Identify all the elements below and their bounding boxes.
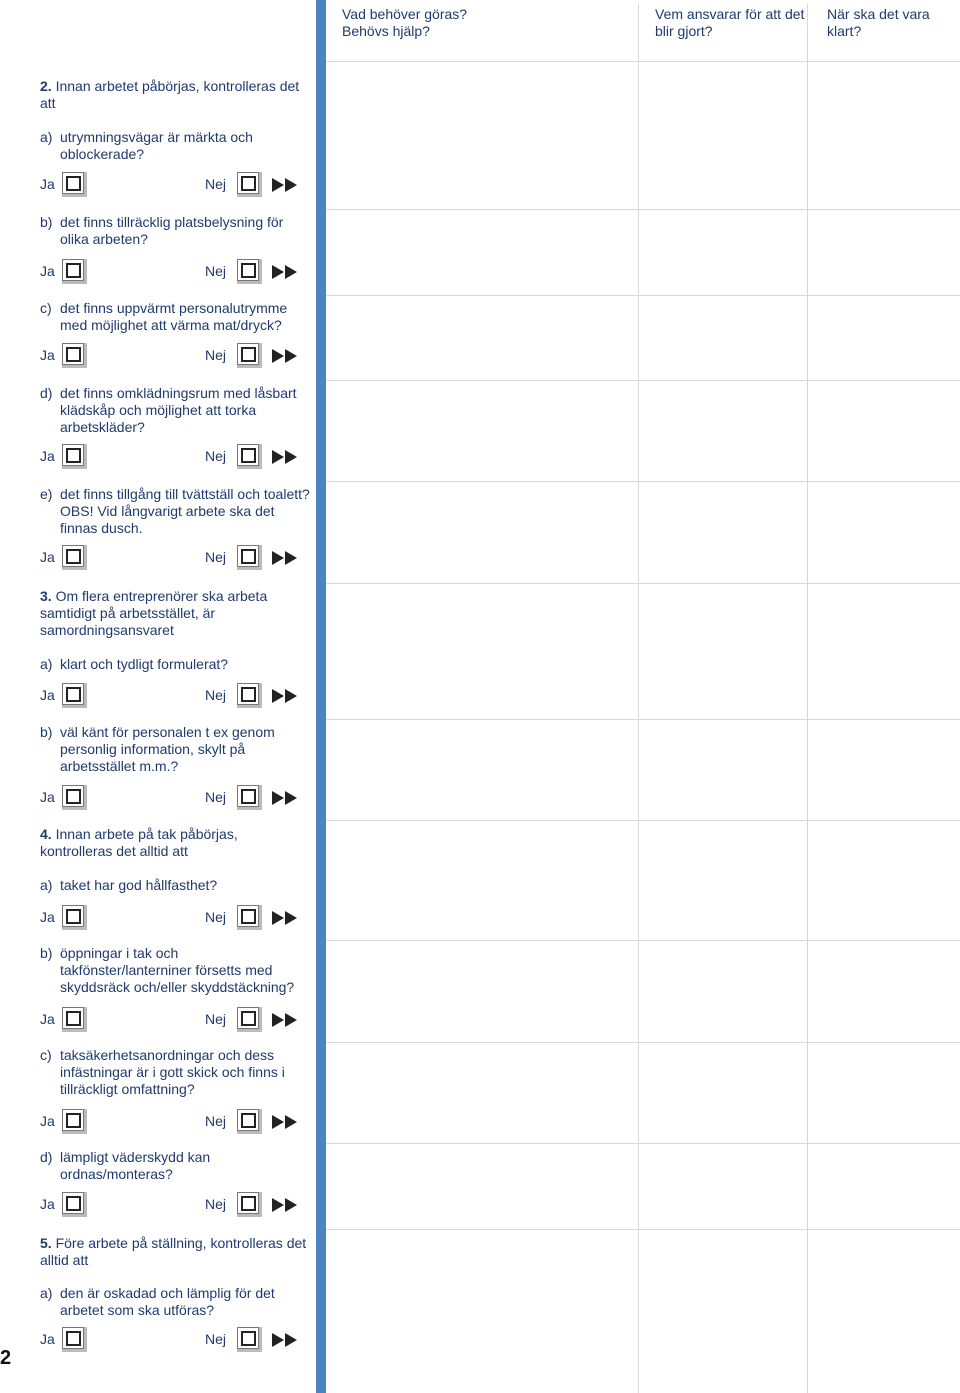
- no-label: Nej: [205, 549, 227, 565]
- question-text: det finns tillgång till tvättställ och toalett? OBS! Vid långvarigt arbete ska det finnas dusch.: [60, 486, 310, 536]
- yes-checkbox[interactable]: [62, 683, 84, 705]
- question-item: [40, 486, 312, 537]
- no-label: Nej: [205, 1196, 227, 1212]
- yes-label: Ja: [40, 176, 55, 192]
- question-item: [40, 1149, 312, 1183]
- question-text: klart och tydligt formulerat?: [60, 656, 229, 672]
- grid-row-line: [326, 61, 960, 62]
- question-letter: e): [40, 486, 53, 502]
- forward-arrow-icon: [272, 178, 300, 192]
- section-number: 5.: [40, 1235, 52, 1251]
- question-text: lämpligt väderskydd kan ordnas/monteras?: [60, 1149, 211, 1182]
- grid-row-line: [326, 820, 960, 821]
- question-letter: a): [40, 129, 53, 145]
- forward-arrow-icon: [272, 551, 300, 565]
- answer-row: [40, 1109, 312, 1135]
- question-text: den är oskadad och lämplig för det arbetet som ska utföras?: [60, 1285, 275, 1318]
- no-checkbox[interactable]: [237, 172, 259, 194]
- question-text: utrymningsvägar är märkta och oblockerade?: [60, 129, 253, 162]
- question-letter: a): [40, 1285, 53, 1301]
- no-label: Nej: [205, 909, 227, 925]
- question-text: det finns omklädningsrum med låsbart klädskåp och möjlighet att torka arbetskläder?: [60, 385, 297, 435]
- section-text: Före arbete på ställning, kontrolleras det alltid att: [40, 1235, 307, 1268]
- section-text: Innan arbetet påbörjas, kontrolleras det att: [40, 78, 300, 111]
- grid-row-line: [326, 481, 960, 482]
- answer-row: [40, 1192, 312, 1218]
- no-label: Nej: [205, 176, 227, 192]
- grid-row-line: [326, 295, 960, 296]
- forward-arrow-icon: [272, 911, 300, 925]
- question-item: [40, 877, 312, 894]
- section-number: 4.: [40, 826, 52, 842]
- no-checkbox[interactable]: [237, 1327, 259, 1349]
- question-letter: b): [40, 945, 53, 961]
- no-label: Nej: [205, 263, 227, 279]
- column-header-what: Vad behöver göras? Behövs hjälp?: [342, 6, 468, 39]
- answer-row: [40, 683, 312, 709]
- yes-checkbox[interactable]: [62, 1109, 84, 1131]
- yes-label: Ja: [40, 1331, 55, 1347]
- no-checkbox[interactable]: [237, 444, 259, 466]
- column-header-who: Vem ansvarar för att det blir gjort?: [655, 6, 805, 39]
- answer-row: [40, 785, 312, 811]
- forward-arrow-icon: [272, 265, 300, 279]
- yes-label: Ja: [40, 549, 55, 565]
- question-letter: d): [40, 1149, 53, 1165]
- grid-column-line: [807, 4, 808, 1393]
- question-text: det finns uppvärmt personalutrymme med möjlighet att värma mat/dryck?: [60, 300, 288, 333]
- no-label: Nej: [205, 789, 227, 805]
- forward-arrow-icon: [272, 349, 300, 363]
- yes-label: Ja: [40, 1196, 55, 1212]
- grid-row-line: [326, 209, 960, 210]
- question-text: öppningar i tak och takfönster/lanterniner försetts med skyddsräck och/eller skyddstäckning?: [60, 945, 295, 995]
- question-item: [40, 129, 312, 163]
- no-checkbox[interactable]: [237, 1192, 259, 1214]
- answer-row: [40, 343, 312, 369]
- yes-label: Ja: [40, 1113, 55, 1129]
- no-checkbox[interactable]: [237, 259, 259, 281]
- no-checkbox[interactable]: [237, 545, 259, 567]
- no-checkbox[interactable]: [237, 1007, 259, 1029]
- grid-column-line: [638, 4, 639, 1393]
- forward-arrow-icon: [272, 1115, 300, 1129]
- forward-arrow-icon: [272, 689, 300, 703]
- no-label: Nej: [205, 1011, 227, 1027]
- no-label: Nej: [205, 1113, 227, 1129]
- no-checkbox[interactable]: [237, 683, 259, 705]
- no-checkbox[interactable]: [237, 1109, 259, 1131]
- no-checkbox[interactable]: [237, 343, 259, 365]
- forward-arrow-icon: [272, 1013, 300, 1027]
- question-letter: c): [40, 1047, 52, 1063]
- yes-checkbox[interactable]: [62, 343, 84, 365]
- section-heading: [40, 588, 312, 639]
- answer-row: [40, 172, 312, 198]
- grid-row-line: [326, 719, 960, 720]
- question-item: [40, 385, 312, 436]
- grid-row-line: [326, 940, 960, 941]
- page-number: 2: [0, 1347, 12, 1369]
- question-letter: d): [40, 385, 53, 401]
- column-header-when: När ska det vara klart?: [827, 6, 930, 39]
- answer-row: [40, 1007, 312, 1033]
- section-text: Om flera entreprenörer ska arbeta samtidigt på arbetsstället, är samordningsansvaret: [40, 588, 268, 638]
- answer-row: [40, 1327, 312, 1353]
- answer-row: [40, 905, 312, 931]
- yes-label: Ja: [40, 687, 55, 703]
- section-number: 2.: [40, 78, 52, 94]
- grid-row-line: [326, 1042, 960, 1043]
- section-number: 3.: [40, 588, 52, 604]
- forward-arrow-icon: [272, 791, 300, 805]
- yes-label: Ja: [40, 789, 55, 805]
- section-heading: [40, 78, 312, 112]
- grid-row-line: [326, 380, 960, 381]
- yes-checkbox[interactable]: [62, 444, 84, 466]
- answer-row: [40, 259, 312, 285]
- question-text: väl känt för personalen t ex genom personlig information, skylt på arbetsstället m.m.?: [60, 724, 275, 774]
- no-label: Nej: [205, 448, 227, 464]
- yes-label: Ja: [40, 347, 55, 363]
- yes-checkbox[interactable]: [62, 1192, 84, 1214]
- column-divider-bar: [316, 0, 326, 1393]
- question-item: [40, 1047, 312, 1098]
- no-checkbox[interactable]: [237, 785, 259, 807]
- question-item: [40, 724, 312, 775]
- question-text: taksäkerhetsanordningar och dess infästningar är i gott skick och finns i tillräckligt omfattning?: [60, 1047, 285, 1097]
- question-letter: a): [40, 877, 53, 893]
- yes-label: Ja: [40, 1011, 55, 1027]
- question-letter: c): [40, 300, 52, 316]
- grid-row-line: [326, 1143, 960, 1144]
- question-item: [40, 1285, 312, 1319]
- section-text: Innan arbete på tak påbörjas, kontrolleras det alltid att: [40, 826, 238, 859]
- answer-row: [40, 545, 312, 571]
- no-label: Nej: [205, 1331, 227, 1347]
- question-item: [40, 945, 312, 996]
- grid-row-line: [326, 583, 960, 584]
- yes-label: Ja: [40, 909, 55, 925]
- forward-arrow-icon: [272, 450, 300, 464]
- section-heading: [40, 1235, 312, 1269]
- question-item: [40, 214, 312, 248]
- yes-label: Ja: [40, 263, 55, 279]
- yes-checkbox[interactable]: [62, 1007, 84, 1029]
- question-letter: a): [40, 656, 53, 672]
- question-text: det finns tillräcklig platsbelysning för olika arbeten?: [60, 214, 284, 247]
- question-letter: b): [40, 724, 53, 740]
- forward-arrow-icon: [272, 1198, 300, 1212]
- no-label: Nej: [205, 347, 227, 363]
- answer-row: [40, 444, 312, 470]
- forward-arrow-icon: [272, 1333, 300, 1347]
- checklist-column: [40, 0, 312, 1393]
- grid-row-line: [326, 1229, 960, 1230]
- yes-label: Ja: [40, 448, 55, 464]
- yes-checkbox[interactable]: [62, 1327, 84, 1349]
- question-text: taket har god hållfasthet?: [60, 877, 218, 893]
- yes-checkbox[interactable]: [62, 172, 84, 194]
- yes-checkbox[interactable]: [62, 545, 84, 567]
- section-heading: [40, 826, 312, 860]
- question-item: [40, 300, 312, 334]
- no-checkbox[interactable]: [237, 905, 259, 927]
- yes-checkbox[interactable]: [62, 785, 84, 807]
- yes-checkbox[interactable]: [62, 905, 84, 927]
- no-label: Nej: [205, 687, 227, 703]
- question-item: [40, 656, 312, 673]
- yes-checkbox[interactable]: [62, 259, 84, 281]
- question-letter: b): [40, 214, 53, 230]
